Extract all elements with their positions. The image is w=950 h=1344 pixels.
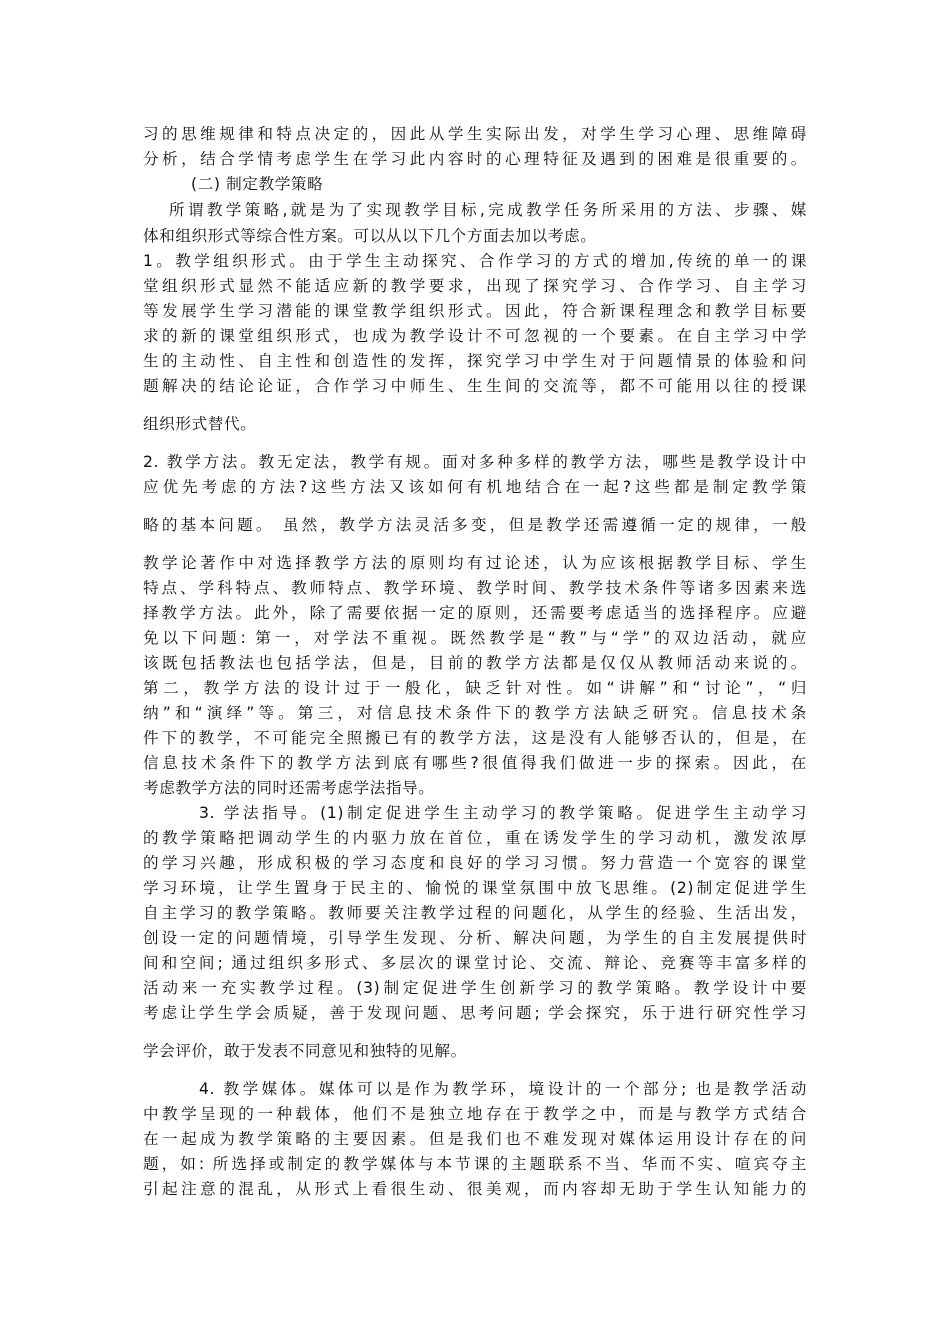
text-line: 分析，结合学情考虑学生在学习此内容时的心理特征及遇到的困难是很重要的。	[143, 150, 807, 168]
text-line: 略的基本问题。 虽然，教学方法灵活多变，但是教学还需遵循一定的规律，一般	[143, 516, 807, 534]
text-line: 间和空间; 通过组织多形式、多层次的课堂讨论、交流、辩论、竞赛等丰富多样的	[143, 954, 807, 972]
text-line: 考虑教学方法的同时还需考虑学法指导。	[143, 779, 435, 797]
text-line: 组织形式替代。	[143, 415, 257, 433]
text-line: 活动来一充实教学过程。(3)制定促进学生创新学习的教学策略。教学设计中要	[143, 979, 807, 997]
text-line: 择教学方法。此外，除了需要依据一定的原则，还需要考虑适当的选择程序。应避	[143, 604, 807, 622]
text-line: 第二，教学方法的设计过于一般化，缺乏针对性。如“讲解”和“讨论”，“归	[143, 679, 807, 697]
text-line: 的教学策略把调动学生的内驱力放在首位，重在诱发学生的学习动机，激发浓厚	[143, 829, 807, 847]
section-heading: (二) 制定教学策略	[191, 175, 324, 193]
text-line: 题解决的结论论证，合作学习中师生、生生间的交流等，都不可能用以往的授课	[143, 377, 807, 395]
text-line: 题，如: 所选择或制定的教学媒体与本节课的主题联系不当、华而不实、喧宾夺主	[143, 1155, 807, 1173]
text-line: 应优先考虑的方法?这些方法又该如何有机地结合在一起?这些都是制定教学策	[143, 478, 807, 496]
text-line: 求的新的课堂组织形式，也成为教学设计不可忽视的一个要素。在自主学习中学	[143, 327, 807, 345]
text-line: 特点、学科特点、教师特点、教学环境、教学时间、教学技术条件等诸多因素来选	[143, 579, 807, 597]
text-line: 所谓教学策略,就是为了实现教学目标,完成教学任务所采用的方法、步骤、媒	[169, 201, 807, 219]
text-line: 习的思维规律和特点决定的，因此从学生实际出发，对学生学习心理、思维障碍	[143, 125, 807, 143]
text-line: 信息技术条件下的教学方法到底有哪些?很值得我们做进一步的探索。因此，在	[143, 754, 807, 772]
text-line: 纳”和“演绎”等。第三，对信息技术条件下的教学方法缺乏研究。信息技术条	[143, 704, 807, 722]
text-line: 引起注意的混乱，从形式上看很生动、很美观，而内容却无助于学生认知能力的	[143, 1180, 807, 1198]
text-line: 堂组织形式显然不能适应新的教学要求，出现了探究学习、合作学习、自主学习	[143, 277, 807, 295]
text-line: 免以下问题: 第一，对学法不重视。既然教学是“教”与“学”的双边活动，就应	[143, 629, 807, 647]
text-line: 自主学习的教学策略。教师要关注教学过程的问题化，从学生的经验、生活出发，	[143, 904, 807, 922]
text-line: 4. 教学媒体。媒体可以是作为教学环，境设计的一个部分; 也是教学活动	[199, 1080, 807, 1098]
text-line: 学习环境，让学生置身于民主的、愉悦的课堂氛围中放飞思维。(2)制定促进学生	[143, 879, 807, 897]
text-line: 教学论著作中对选择教学方法的原则均有过论述，认为应该根据教学目标、学生	[143, 554, 807, 572]
text-line: 3. 学法指导。(1)制定促进学生主动学习的教学策略。促进学生主动学习	[199, 804, 807, 822]
text-line: 2. 教学方法。教无定法，教学有规。面对多种多样的教学方法，哪些是教学设计中	[143, 453, 807, 471]
text-line: 的学习兴趣，形成积极的学习态度和良好的学习习惯。努力营造一个宽容的课堂	[143, 854, 807, 872]
text-line: 件下的教学，不可能完全照搬已有的教学方法，这是没有人能够否认的，但是，在	[143, 729, 807, 747]
text-line: 中教学呈现的一种载体，他们不是独立地存在于教学之中，而是与教学方式结合	[143, 1105, 807, 1123]
text-line: 学会评价，敢于发表不同意见和独特的见解。	[143, 1042, 467, 1060]
text-line: 在一起成为教学策略的主要因素。但是我们也不难发现对媒体运用设计存在的问	[143, 1130, 807, 1148]
text-line: 创设一定的问题情境，引导学生发现、分析、解决问题，为学生的自主发展提供时	[143, 929, 807, 947]
text-line: 生的主动性、自主性和创造性的发挥，探究学习中学生对于问题情景的体验和问	[143, 352, 807, 370]
text-line: 考虑让学生学会质疑，善于发现问题、思考问题; 学会探究，乐于进行研究性学习	[143, 1004, 807, 1022]
text-line: 体和组织形式等综合性方案。可以从以下几个方面去加以考虑。	[143, 227, 597, 245]
text-line: 1。教学组织形式。由于学生主动探究、合作学习的方式的增加,传统的单一的课	[143, 252, 807, 270]
text-line: 等发展学生学习潜能的课堂教学组织形式。因此，符合新课程理念和教学目标要	[143, 302, 807, 320]
text-line: 该既包括教法也包括学法，但是，目前的教学方法都是仅仅从教师活动来说的。	[143, 654, 807, 672]
